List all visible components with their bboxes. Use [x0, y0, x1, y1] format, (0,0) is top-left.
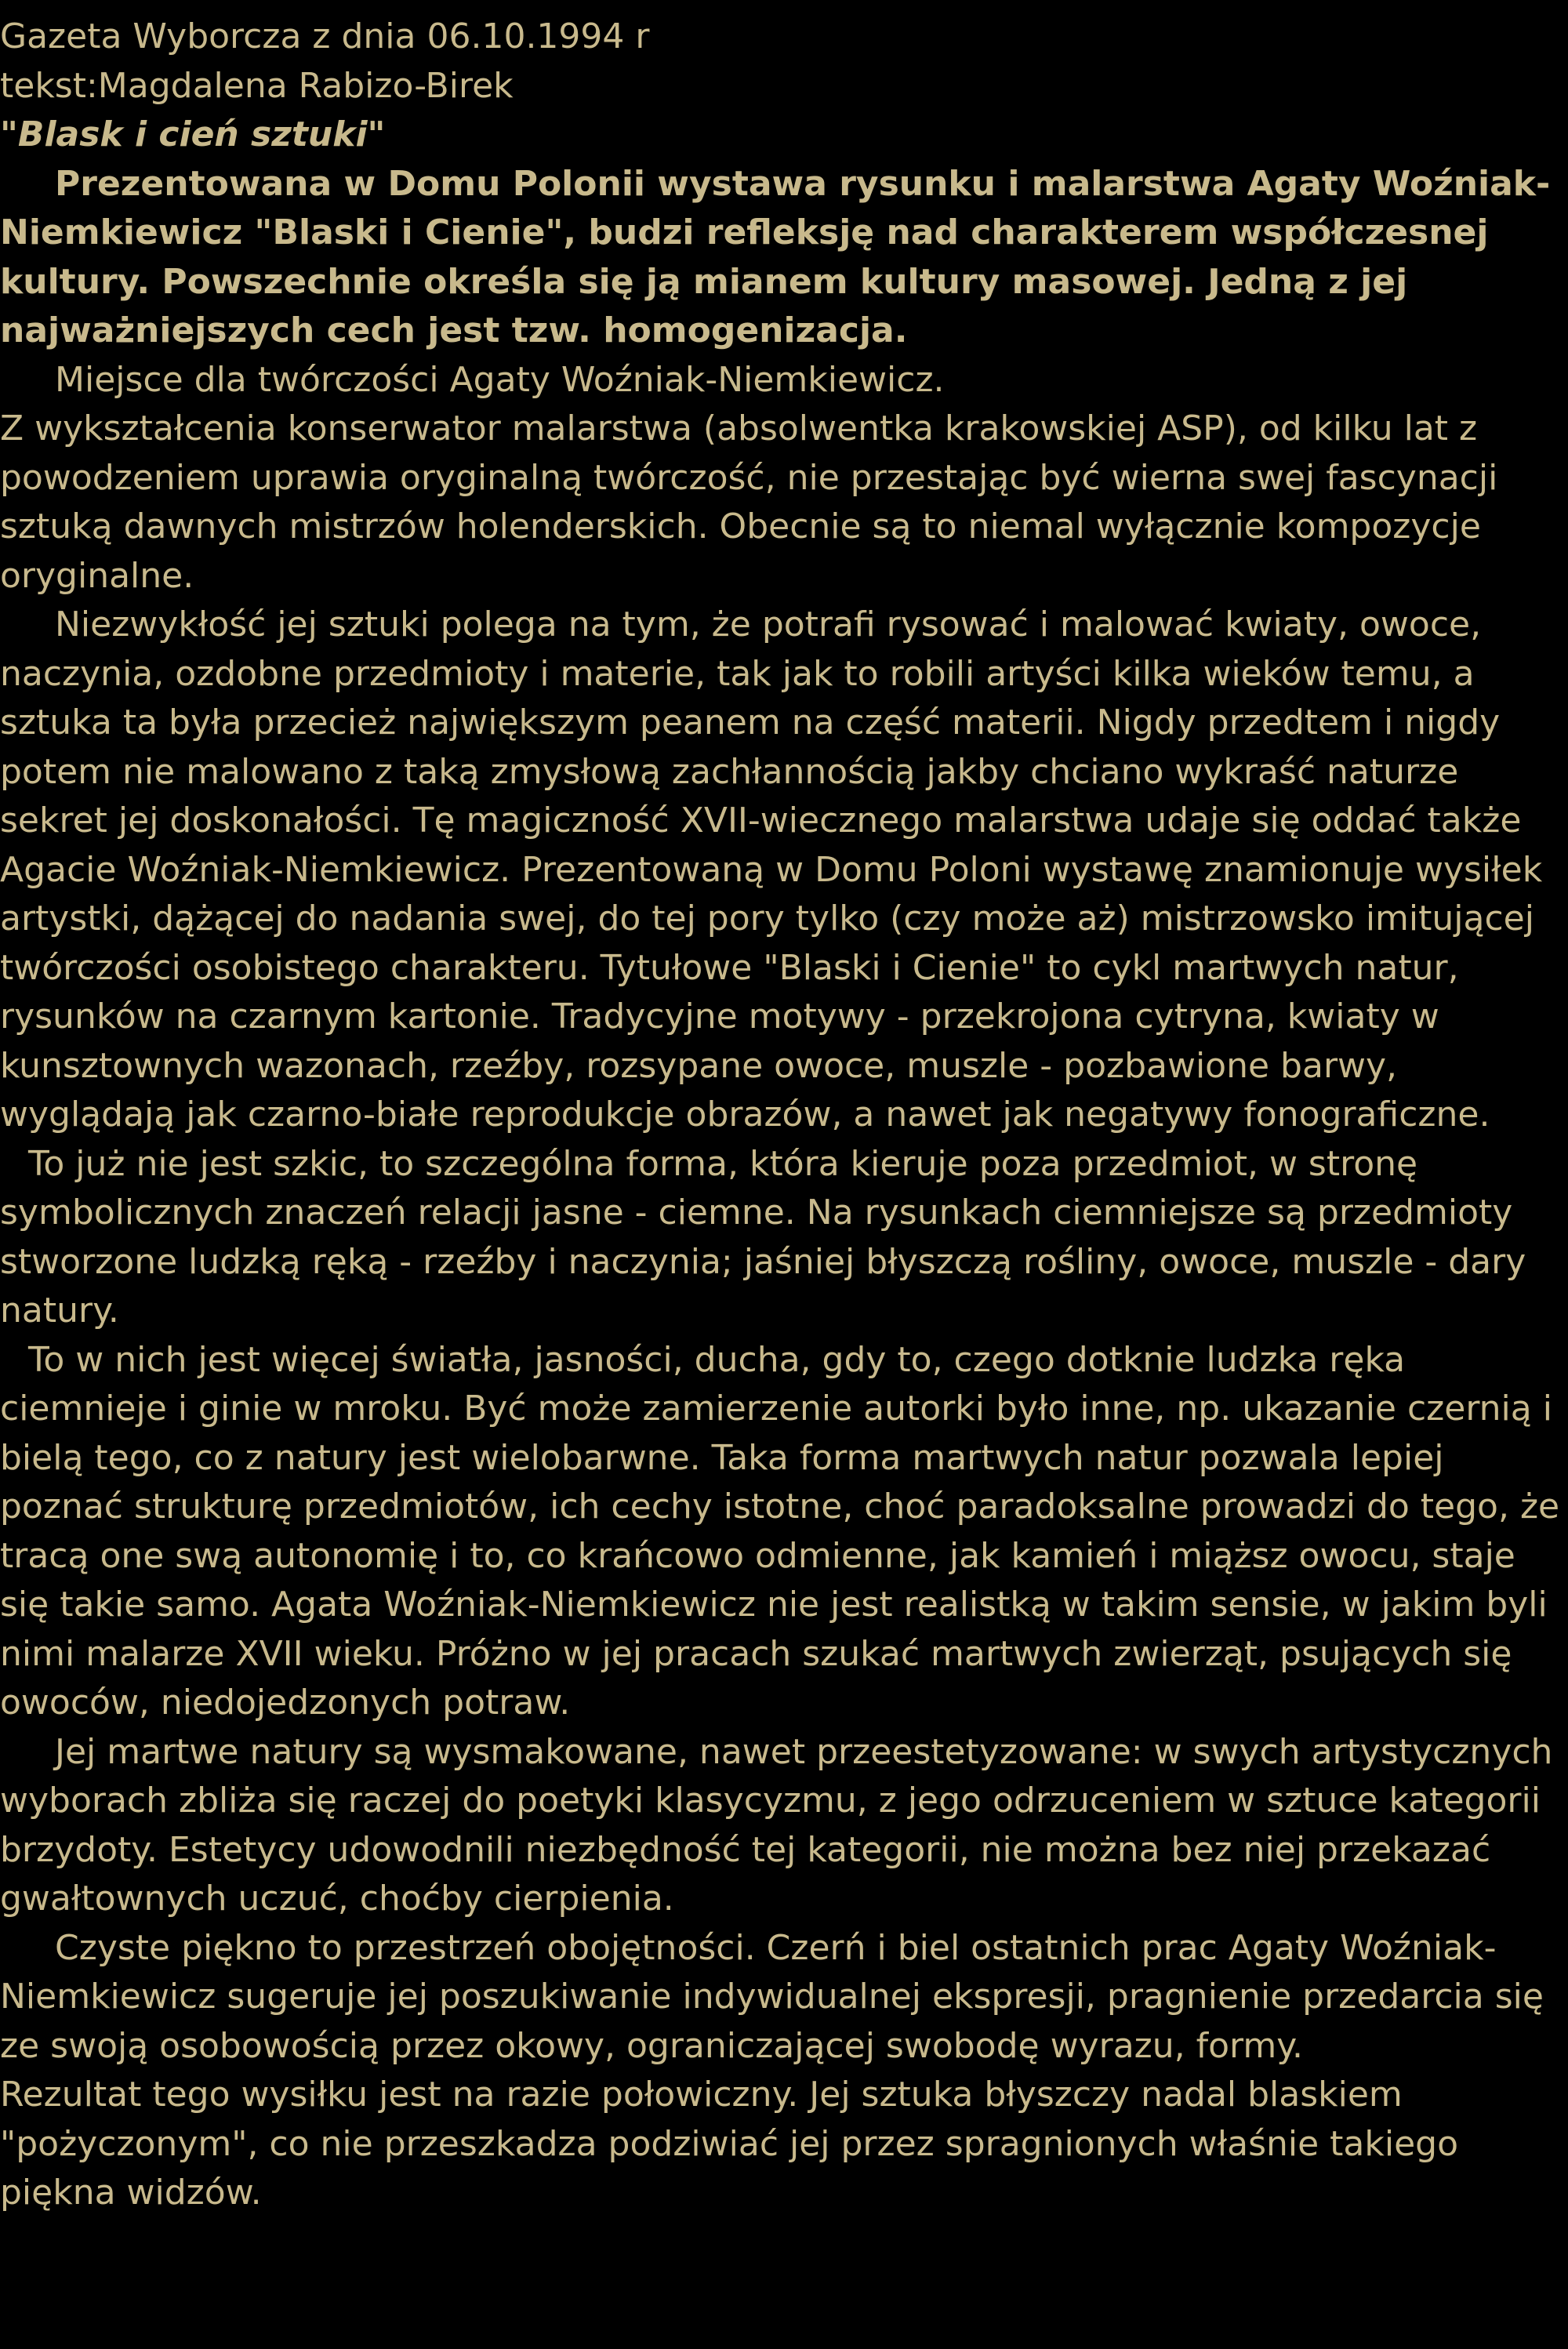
lead-paragraph: Prezentowana w Domu Polonii wystawa rysunku i malarstwa Agaty Woźniak-Niemkiewicz "Blaski i Cienie", budzi refleksję nad charakterem współczesnej kultury. Powszechnie określa się ją mianem kultury masowej. Jedną z jej najważniejszych cech jest tzw. homogenizacja. — [0, 163, 1551, 350]
article — [0, 13, 1565, 2218]
paragraph-4: To już nie jest szkic, to szczególna forma, która kieruje poza przedmiot, w stronę symbolicznych znaczeń relacji jasne - ciemne. Na rysunkach ciemniejsze są przedmioty stworzone ludzką ręką - rzeźby i naczynia; jaśniej błyszczą rośliny, owoce, muszle - dary natury. — [0, 1143, 1526, 1331]
paragraph-5: To w nich jest więcej światła, jasności, ducha, gdy to, czego dotknie ludzka ręka ciemnieje i ginie w mroku. Być może zamierzenie autorki było inne, np. ukazanie czernią i bielą tego, co z natury jest wielobarwne. Taka forma martwych natur pozwala lepiej poznać strukturę przedmiotów, ich cechy istotne, choć paradoksalne prowadzi do tego, że tracą one swą autonomię i to, co krańcowo odmienne, jak kamień i miąższ owocu, staje się takie samo. Agata Woźniak-Niemkiewicz nie jest realistką w takim sensie, w jakim byli nimi malarze XVII wieku. Próżno w jej pracach szukać martwych zwierząt, psujących się owoców, niedojedzonych potraw. — [0, 1339, 1560, 1723]
article-title: "Blask i cień sztuki" — [0, 114, 386, 154]
paragraph-2: Z wykształcenia konserwator malarstwa (absolwentka krakowskiej ASP), od kilku lat z powodzeniem uprawia oryginalną twórczość, nie przestając być wierna swej fascynacji sztuką dawnych mistrzów holenderskich. Obecnie są to niemal wyłącznie kompozycje oryginalne. — [0, 408, 1498, 596]
source-line: Gazeta Wyborcza z dnia 06.10.1994 r — [0, 16, 650, 56]
paragraph-7: Czyste piękno to przestrzeń obojętności. Czerń i biel ostatnich prac Agaty Woźniak-Niemkiewicz sugeruje jej poszukiwanie indywidualnej ekspresji, pragnienie przedarcia się ze swoją osobowością przez okowy, ograniczającej swobodę wyrazu, formy. — [0, 1927, 1544, 2066]
paragraph-1: Miejsce dla twórczości Agaty Woźniak-Niemkiewicz. — [55, 359, 945, 400]
paragraph-8: Rezultat tego wysiłku jest na razie połowiczny. Jej sztuka błyszczy nadal blaskiem "pożyczonym", co nie przeszkadza podziwiać jej przez spragnionych właśnie takiego piękna widzów. — [0, 2075, 1459, 2213]
paragraph-6: Jej martwe natury są wysmakowane, nawet przeestetyzowane: w swych artystycznych wyborach zbliża się raczej do poetyki klasycyzmu, z jego odrzuceniem w sztuce kategorii brzydoty. Estetycy udowodnili niezbędność tej kategorii, nie można bez niej przekazać gwałtownych uczuć, choćby cierpienia. — [0, 1731, 1553, 1919]
author-line: tekst:Magdalena Rabizo-Birek — [0, 65, 514, 106]
paragraph-3: Niezwykłość jej sztuki polega na tym, że potrafi rysować i malować kwiaty, owoce, naczynia, ozdobne przedmioty i materie, tak jak to robili artyści kilka wieków temu, a sztuka ta była przecież największym peanem na część materii. Nigdy przedtem i nigdy potem nie malowano z taką zmysłową zachłannością jakby chciano wykraść naturze sekret jej doskonałości. Tę magiczność XVII-wiecznego malarstwa udaje się oddać także Agacie Woźniak-Niemkiewicz. Prezentowaną w Domu Poloni wystawę znamionuje wysiłek artystki, dążącej do nadania swej, do tej pory tylko (czy może aż) mistrzowsko imitującej twórczości osobistego charakteru. Tytułowe "Blaski i Cienie" to cykl martwych natur, rysunków na czarnym kartonie. Tradycyjne motywy - przekrojona cytryna, kwiaty w kunsztownych wazonach, rzeźby, rozsypane owoce, muszle - pozbawione barwy, wyglądają jak czarno-białe reprodukcje obrazów, a nawet jak negatywy fonograficzne. — [0, 604, 1543, 1135]
